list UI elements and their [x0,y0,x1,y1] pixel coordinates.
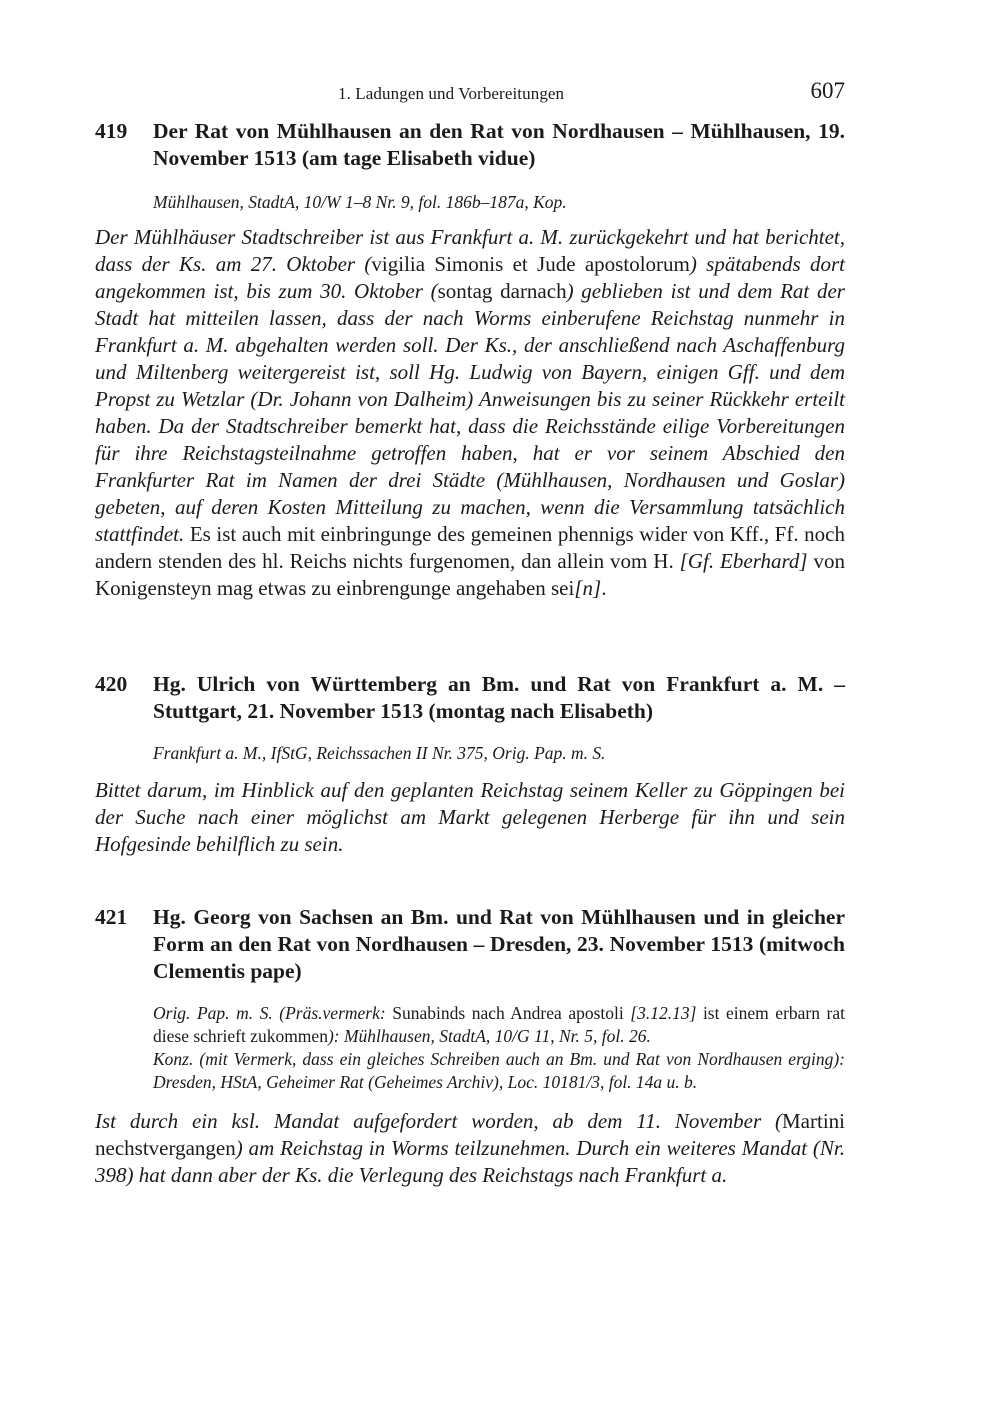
entry-title: Hg. Ulrich von Württemberg an Bm. und Rat von Frankfurt a. M. – Stuttgart, 21. November 1513 (montag nach Elisabeth) [153,672,845,723]
entry-heading [95,118,845,172]
source-note: Frankfurt a. M., IfStG, Reichssachen II Nr. 375, Orig. Pap. m. S. [153,743,606,763]
source-note: Konz. (mit Vermerk, dass ein gleiches Schreiben auch an Bm. und Rat von Nordhausen erging): Dresden, HStA, Geheimer Rat (Geheimes Archiv), Loc. 10181/3, fol. 14a u. b. [153,1049,845,1092]
entry-421 [95,904,845,1189]
entry-number: 419 [95,119,128,143]
entry-body: Der Mühlhäuser Stadtschreiber ist aus Frankfurt a. M. zurückgekehrt und hat berichtet, dass der Ks. am 27. Oktober (vigilia Simonis et Jude apostolorum) spätabends dort angekommen ist, bis zum 30. Oktober (sontag darnach) geblieben ist und dem Rat der Stadt hat mitteilen lassen, dass der nach Worms einberufene Reichstag nunmehr in Frankfurt a. M. abgehalten werden soll. Der Ks., der anschließend nach Aschaffenburg und Miltenberg weitergereist ist, soll Hg. Ludwig von Bayern, einigen Gff. und dem Propst zu Wetzlar (Dr. Johann von Dalheim) Anweisungen bis zu seiner Rückkehr erteilt haben. Da der Stadtschreiber bemerkt hat, dass die Reichsstände eilige Vorbereitungen für ihre Reichstagsteilnahme getroffen haben, hat er vor seinem Abschied den Frankfurter Rat im Namen der drei Städte (Mühlhausen, Nordhausen und Goslar) gebeten, auf deren Kosten Mitteilung zu machen, wenn die Versammlung tatsächlich stattfindet. Es ist auch mit einbringunge des gemeinen phennigs wider von Kff., Ff. noch andern stenden des hl. Reichs nichts furgenomen, dan allein vom H. [Gf. Eberhard] von Konigensteyn mag etwas zu einbrengunge angehaben sei[n]. [95,225,846,600]
entry-number: 421 [95,905,128,929]
entry-420 [95,671,845,858]
running-head-title: 1. Ladungen und Vorbereitungen [338,84,565,103]
entry-title: Hg. Georg von Sachsen an Bm. und Rat von Mühlhausen und in gleicher Form an den Rat von Nordhausen – Dresden, 23. November 1513 (mitwoch Clementis pape) [153,905,845,983]
entry-body: Bittet darum, im Hinblick auf den geplanten Reichstag seinem Keller zu Göppingen bei der Suche nach einer möglichst am Markt gelegenen Herberge für ihn und sein Hofgesinde behilflich zu sein. [95,778,845,856]
source-note: Orig. Pap. m. S. (Präs.vermerk: Sunabinds nach Andrea apostoli [3.12.13] ist einem erbarn rat diese schrieft zukommen): Mühlhausen, StadtA, 10/G 11, Nr. 5, fol. 26. [153,1003,845,1046]
entry-heading [95,671,845,725]
entry-body: Ist durch ein ksl. Mandat aufgefordert worden, ab dem 11. November (Martini nechstvergangen) am Reichstag in Worms teilzunehmen. Durch ein weiteres Mandat (Nr. 398) hat dann aber der Ks. die Verlegung des Reichstags nach Frankfurt a. [95,1109,845,1187]
source-note: Mühlhausen, StadtA, 10/W 1–8 Nr. 9, fol. 186b–187a, Kop. [153,192,567,212]
entry-419 [95,118,845,602]
entry-number: 420 [95,672,128,696]
running-head [95,78,845,108]
entry-title: Der Rat von Mühlhausen an den Rat von Nordhausen – Mühlhausen, 19. November 1513 (am tage Elisabeth vidue) [153,119,845,170]
entry-heading [95,904,845,985]
page-number: 607 [810,78,845,103]
